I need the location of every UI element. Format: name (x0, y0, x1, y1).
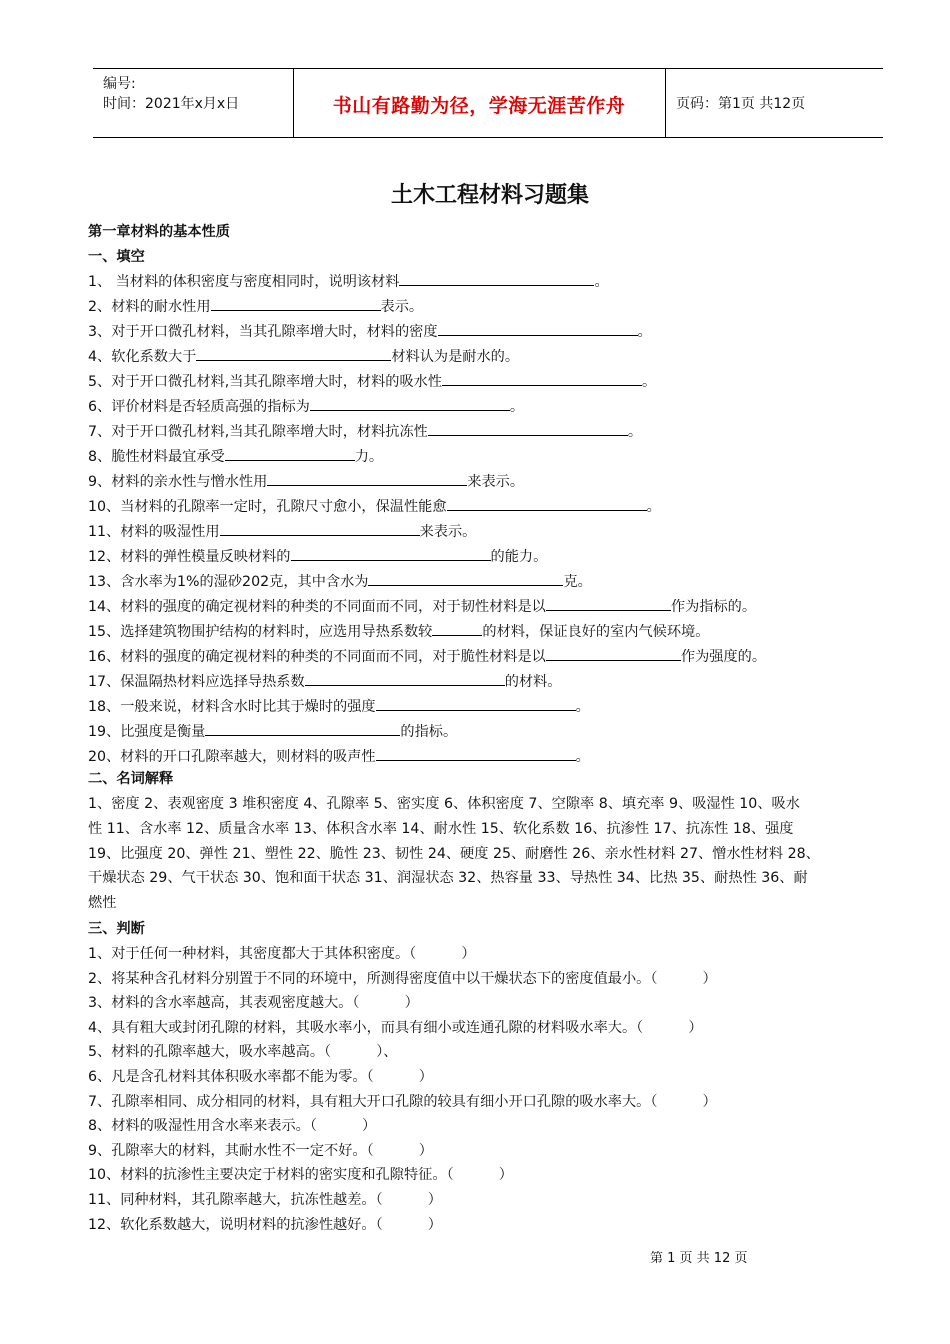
fill-item (88, 596, 756, 616)
fill-item-suffix: 的指标。 (400, 724, 458, 740)
judge-item: 12、软化系数越大，说明材料的抗渗性越好。（ ） (88, 1216, 442, 1233)
fill-item (88, 721, 457, 741)
fill-item (88, 671, 561, 691)
judge-item: 7、孔隙率相同、成分相同的材料，具有粗大开口孔隙的较具有细小开口孔隙的吸水率大。（ ） (88, 1093, 717, 1110)
fill-item (88, 496, 661, 516)
term-line: 19、比强度 20、弹性 21、塑性 22、脆性 23、韧性 24、硬度 25、耐磨性 26、亲水性材料 27、憎水性材料 28、 (88, 845, 820, 862)
time-label: 时间：2021年x月x日 (103, 96, 240, 112)
fill-item (88, 321, 652, 341)
fill-item-suffix: 。 (646, 499, 661, 515)
term-line: 性 11、含水率 12、质量含水率 13、体积含水率 14、耐水性 15、软化系数 16、抗渗性 17、抗冻性 18、强度 (88, 820, 794, 837)
fill-blank[interactable] (291, 546, 491, 561)
fill-blank[interactable] (368, 571, 563, 586)
header-page-cell (666, 69, 883, 137)
fill-item (88, 646, 766, 666)
fill-item-text: 10、当材料的孔隙率一定时，孔隙尺寸愈小，保温性能愈 (88, 499, 447, 515)
fill-item (88, 746, 590, 766)
fill-blank[interactable] (305, 671, 505, 686)
fill-item-suffix: 的材料。 (504, 674, 562, 690)
fill-item-suffix: 作为强度的。 (680, 649, 767, 665)
fill-item-suffix: 。 (575, 749, 590, 765)
fill-item-text: 6、评价材料是否轻质高强的指标为 (88, 399, 310, 415)
fill-item-suffix: 。 (627, 424, 643, 440)
fill-item-suffix: 表示。 (380, 299, 424, 315)
fill-item-suffix: 。 (637, 324, 652, 340)
header-meta (93, 69, 294, 137)
fill-item-text: 3、对于开口微孔材料，当其孔隙率增大时，材料的密度 (88, 324, 438, 340)
judge-item: 11、同种材料，其孔隙率越大，抗冻性越差。（ ） (88, 1192, 442, 1208)
fill-item-suffix: 材料认为是耐水的。 (391, 349, 520, 365)
fill-item-text: 16、材料的强度的确定视材料的种类的不同面而不同，对于脆性材料是以 (88, 649, 546, 665)
fill-blank[interactable] (225, 446, 355, 461)
document-header (93, 68, 883, 138)
judge-item: 5、材料的孔隙率越大，吸水率越高。（ ）、 (88, 1044, 398, 1061)
fill-item-suffix: 。 (509, 399, 525, 415)
section-heading-fill: 一、填空 (88, 249, 145, 265)
fill-item (88, 296, 423, 316)
fill-item-text: 12、材料的弹性模量反映材料的 (88, 549, 291, 565)
fill-item-text: 1、 当材料的体积密度与密度相同时，说明该材料 (88, 274, 400, 290)
fill-item-suffix: 。 (642, 374, 657, 390)
fill-blank[interactable] (196, 346, 391, 361)
fill-item-text: 2、材料的耐水性用 (88, 299, 211, 315)
fill-blank[interactable] (432, 621, 482, 636)
fill-item (88, 446, 383, 466)
judge-item: 2、将某种含孔材料分别置于不同的环境中，所测得密度值中以干燥状态下的密度值最小。（ ） (88, 970, 717, 987)
fill-blank[interactable] (399, 271, 594, 286)
header-motto-cell (293, 69, 666, 137)
fill-item-text: 9、材料的亲水性与憎水性用 (88, 474, 268, 490)
judge-item: 9、孔隙率大的材料，其耐水性不一定不好。（ ） (88, 1142, 433, 1159)
term-line: 燃性 (88, 895, 117, 912)
fill-item-suffix: 。 (575, 699, 590, 715)
fill-item-suffix: 克。 (563, 574, 592, 590)
term-line: 干燥状态 29、气干状态 30、饱和面干状态 31、润湿状态 32、热容量 33、导热性 34、比热 35、耐热性 36、耐 (88, 870, 808, 887)
fill-blank[interactable] (546, 646, 681, 661)
fill-blank[interactable] (447, 496, 647, 511)
fill-item-text: 7、对于开口微孔材料,当其孔隙率增大时，材料抗冻性 (88, 424, 428, 440)
fill-item-text: 14、材料的强度的确定视材料的种类的不同面而不同，对于韧性材料是以 (88, 599, 546, 615)
motto: 书山有路勤为径，学海无涯苦作舟 (332, 95, 626, 117)
fill-item-suffix: 。 (594, 274, 609, 290)
fill-item-text: 8、脆性材料最宜承受 (88, 449, 225, 465)
fill-blank[interactable] (428, 421, 628, 436)
fill-item-text: 4、软化系数大于 (88, 349, 197, 365)
fill-item-suffix: 力。 (354, 449, 384, 465)
fill-blank[interactable] (220, 521, 420, 536)
fill-item-text: 13、含水率为1%的湿砂202克，其中含水为 (88, 574, 369, 590)
term-line: 1、密度 2、表观密度 3 堆积密度 4、孔隙率 5、密实度 6、体积密度 7、空隙率 8、填充率 9、吸湿性 10、吸水 (88, 796, 800, 812)
fill-item (88, 346, 519, 366)
judge-item: 3、材料的含水率越高，其表观密度越大。（ ） (88, 995, 419, 1012)
fill-item-text: 17、保温隔热材料应选择导热系数 (88, 674, 305, 690)
fill-blank[interactable] (205, 721, 400, 736)
fill-item (88, 371, 656, 391)
fill-blank[interactable] (442, 371, 642, 386)
fill-item (88, 571, 592, 591)
section-heading-judge: 三、判断 (88, 921, 145, 937)
fill-item-text: 20、材料的开口孔隙率越大，则材料的吸声性 (88, 749, 376, 765)
judge-item: 8、材料的吸湿性用含水率来表示。（ ） (88, 1118, 377, 1135)
fill-item (88, 396, 524, 416)
fill-item-text: 5、对于开口微孔材料,当其孔隙率增大时，材料的吸水性 (88, 374, 443, 390)
fill-item-text: 15、选择建筑物围护结构的材料时，应选用导热系数较 (88, 624, 433, 640)
fill-blank[interactable] (310, 396, 510, 411)
fill-blank[interactable] (546, 596, 671, 611)
fill-item (88, 621, 709, 641)
chapter-heading: 第一章材料的基本性质 (88, 224, 230, 240)
fill-item-suffix: 来表示。 (467, 474, 525, 490)
fill-item (88, 421, 642, 441)
fill-item-text: 18、一般来说，材料含水时比其于燥时的强度 (88, 699, 376, 715)
judge-item: 6、凡是含孔材料其体积吸水率都不能为零。（ ） (88, 1069, 433, 1085)
fill-item-text: 19、比强度是衡量 (88, 724, 206, 740)
fill-item (88, 521, 476, 541)
section-heading-terms: 二、名词解释 (88, 771, 174, 787)
fill-blank[interactable] (376, 746, 576, 761)
fill-item-suffix: 的材料，保证良好的室内气候环境。 (482, 624, 710, 640)
fill-item (88, 696, 590, 716)
fill-blank[interactable] (267, 471, 467, 486)
serial-label: 编号: (103, 76, 136, 92)
fill-item-text: 11、材料的吸湿性用 (88, 524, 220, 540)
document-title: 土木工程材料习题集 (390, 183, 589, 208)
fill-blank[interactable] (376, 696, 576, 711)
page-label: 页码：第1页 共12页 (676, 96, 806, 112)
fill-blank[interactable] (438, 321, 638, 336)
fill-blank[interactable] (211, 296, 381, 311)
fill-item (88, 546, 547, 566)
judge-item: 4、具有粗大或封闭孔隙的材料，其吸水率小，而具有细小或连通孔隙的材料吸水率大。（ ） (88, 1019, 703, 1036)
fill-item-suffix: 的能力。 (490, 549, 548, 565)
fill-item (88, 471, 524, 491)
judge-item: 1、对于任何一种材料，其密度都大于其体积密度。（ ） (88, 946, 476, 962)
page-footer: 第 1 页 共 12 页 (650, 1251, 748, 1266)
fill-item-suffix: 作为指标的。 (670, 599, 757, 615)
fill-item-suffix: 来表示。 (419, 524, 477, 540)
judge-item: 10、材料的抗渗性主要决定于材料的密实度和孔隙特征。（ ） (88, 1167, 513, 1184)
fill-item (88, 271, 609, 291)
